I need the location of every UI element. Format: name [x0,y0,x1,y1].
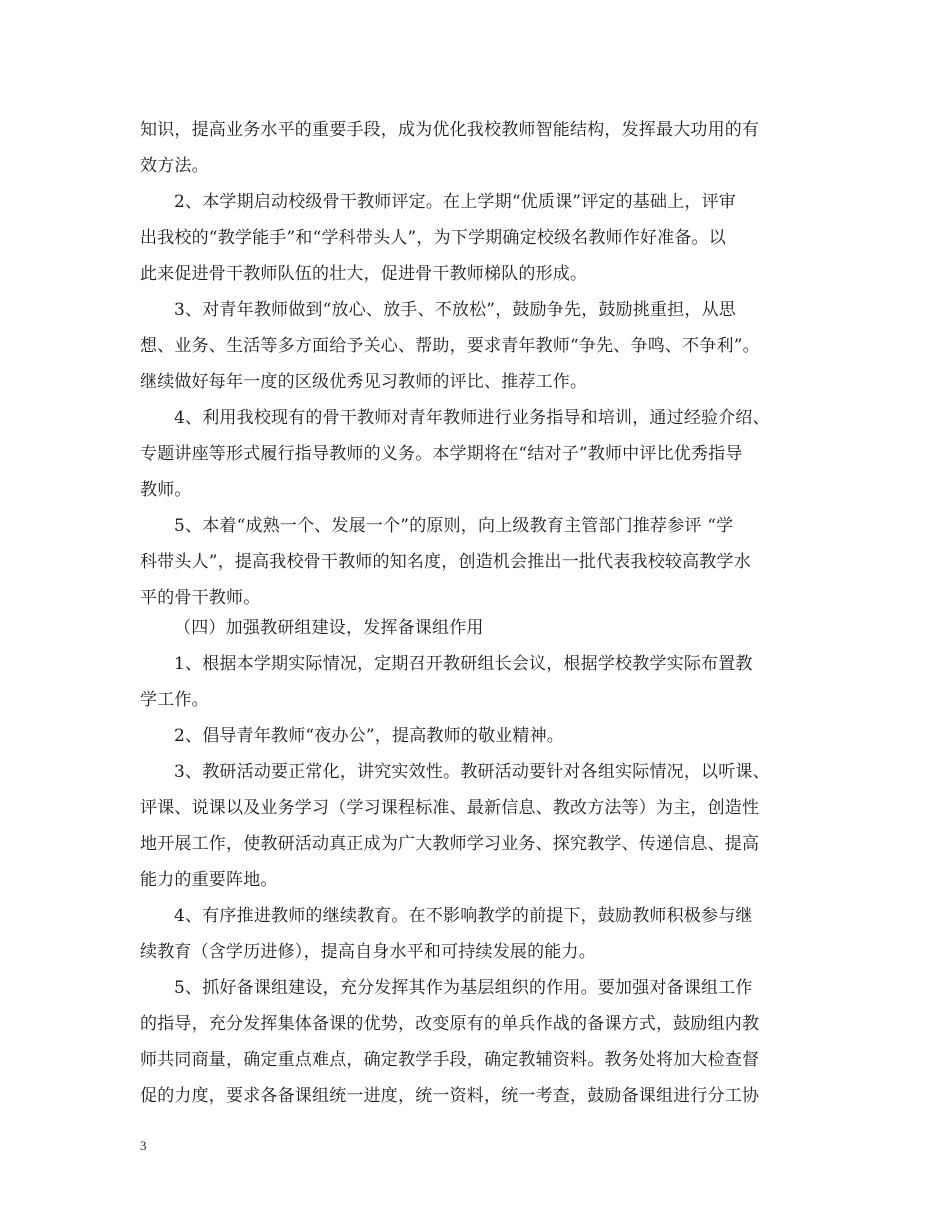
text-line: 教师。 [140,480,192,500]
text-line: 5、本着“成熟一个、发展一个”的原则，向上级教育主管部门推荐参评 “学 [174,516,734,536]
text-line: 想、业务、生活等多方面给予关心、帮助，要求青年教师“争先、争鸣、不争利”。 [140,336,760,356]
text-line: 出我校的“教学能手”和“学科带头人”，为下学期确定校级名教师作好准备。以 [140,228,726,248]
text-line: 学工作。 [140,690,209,710]
text-line: 促的力度，要求各备课组统一进度，统一资料，统一考查，鼓励备课组进行分工协 [140,1086,760,1106]
text-line: 3、对青年教师做到“放心、放手、不放松”，鼓励争先，鼓励挑重担，从思 [174,300,736,320]
text-line: 评课、说课以及业务学习（学习课程标准、最新信息、教改方法等）为主，创造性 [140,798,760,818]
text-line: 2、本学期启动校级骨干教师评定。在上学期“优质课”评定的基础上，评审 [174,192,736,212]
text-line: 继续做好每年一度的区级优秀见习教师的评比、推荐工作。 [140,372,588,392]
text-line: 的指导，充分发挥集体备课的优势，改变原有的单兵作战的备课方式，鼓励组内教 [140,1014,760,1034]
text-line: 此来促进骨干教师队伍的壮大，促进骨干教师梯队的形成。 [140,264,588,284]
text-line: 3、教研活动要正常化，讲究实效性。教研活动要针对各组实际情况，以听课、 [174,762,770,782]
text-line: 2、倡导青年教师“夜办公”，提高教师的敬业精神。 [174,726,564,746]
text-line: 4、有序推进教师的继续教育。在不影响教学的前提下，鼓励教师积极参与继 [174,906,753,926]
text-line: 能力的重要阵地。 [140,870,278,890]
text-line: 地开展工作，使教研活动真正成为广大教师学习业务、探究教学、传递信息、提高 [140,834,760,854]
text-line: 知识，提高业务水平的重要手段，成为优化我校教师智能结构，发挥最大功用的有 [140,120,760,140]
text-line: 5、抓好备课组建设，充分发挥其作为基层组织的作用。要加强对备课组工作 [174,978,753,998]
text-line: 科带头人”，提高我校骨干教师的知名度，创造机会推出一批代表我校较高教学水 [140,552,751,572]
section-heading: （四）加强教研组建设，发挥备课组作用 [174,618,484,638]
page-number: 3 [140,1138,147,1153]
text-line: 平的骨干教师。 [140,588,261,608]
text-line: 效方法。 [140,156,209,176]
text-line: 续教育（含学历进修），提高自身水平和可持续发展的能力。 [140,942,596,962]
text-line: 1、根据本学期实际情况，定期召开教研组长会议，根据学校教学实际布置教 [174,654,753,674]
text-line: 专题讲座等形式履行指导教师的义务。本学期将在“结对子”教师中评比优秀指导 [140,444,743,464]
text-line: 4、利用我校现有的骨干教师对青年教师进行业务指导和培训，通过经验介绍、 [174,408,770,428]
text-line: 师共同商量，确定重点难点，确定教学手段，确定教辅资料。教务处将加大检查督 [140,1050,760,1070]
